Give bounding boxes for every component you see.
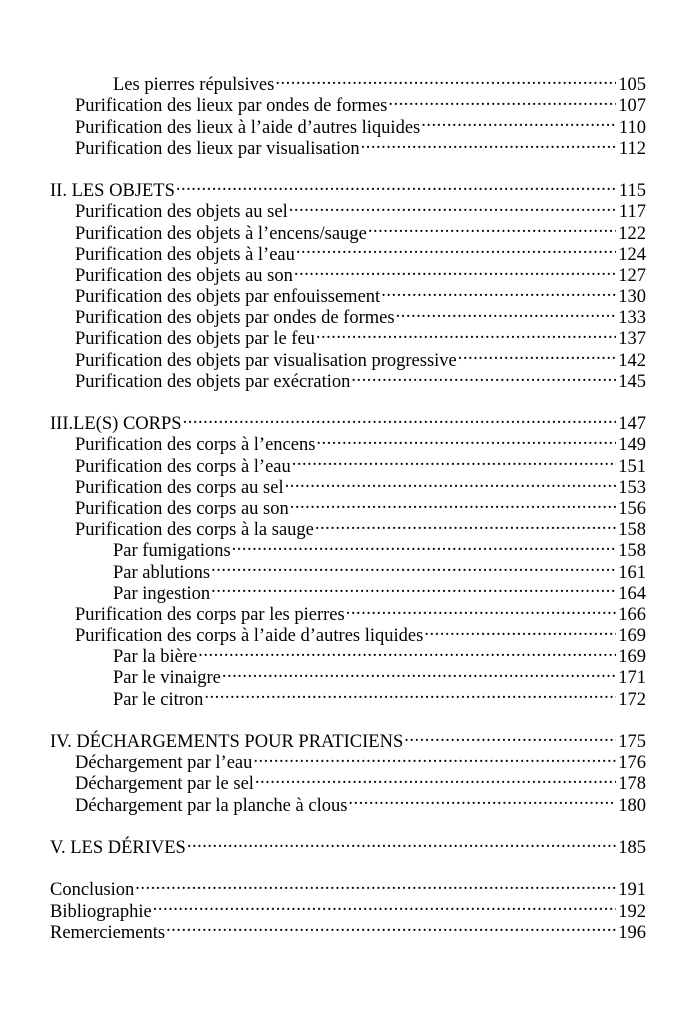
- toc-section-entry[interactable]: [50, 895, 646, 922]
- toc-entry-page-number: 151: [618, 456, 646, 477]
- toc-entry-page-number: 169: [618, 626, 646, 647]
- toc-entry-page-number: 166: [618, 604, 646, 625]
- toc-entry-page-number: 147: [618, 414, 646, 435]
- dot-leader: [231, 535, 617, 556]
- toc-entry-page-number: 117: [618, 202, 646, 223]
- toc-entry-label: Purification des corps à l’encens: [75, 435, 316, 456]
- dot-leader: [284, 472, 617, 493]
- dot-leader: [293, 260, 616, 281]
- toc-entry-label: Déchargement par le sel: [75, 774, 254, 795]
- toc-entry-page-number: 171: [618, 668, 646, 689]
- dot-leader: [152, 895, 617, 916]
- toc-subentry[interactable]: [50, 69, 646, 96]
- toc-entry-page-number: 169: [618, 647, 646, 668]
- toc-entry-label: Purification des objets par visualisation progressive: [75, 350, 457, 371]
- toc-entry-label: Conclusion: [50, 880, 135, 901]
- toc-entry-page-number: 130: [618, 287, 646, 308]
- toc-entry-label: Purification des objets au son: [75, 265, 293, 286]
- toc-entry-page-number: 145: [618, 371, 646, 392]
- dot-leader: [367, 217, 616, 238]
- toc-entry-label: Par le citron: [113, 689, 204, 710]
- toc-entry-label: Déchargement par la planche à clous: [75, 795, 348, 816]
- toc-entry-page-number: 137: [618, 329, 646, 350]
- dot-leader: [289, 493, 617, 514]
- toc-entry-page-number: 142: [618, 350, 646, 371]
- toc-entry-label: Purification des lieux par ondes de formes: [75, 96, 388, 117]
- dot-leader: [182, 408, 617, 429]
- dot-leader: [345, 599, 617, 620]
- dot-leader: [134, 874, 616, 895]
- toc-entry-page-number: 149: [618, 435, 646, 456]
- toc-entry-page-number: 107: [618, 96, 646, 117]
- toc-entry-page-number: 127: [618, 265, 646, 286]
- toc-entry-label: Par ingestion: [113, 583, 211, 604]
- toc-entry-page-number: 153: [618, 477, 646, 498]
- toc-entry-page-number: 158: [618, 541, 646, 562]
- toc-entry-page-number: 196: [618, 922, 646, 943]
- toc-entry-page-number: 158: [618, 520, 646, 541]
- toc-section-entry[interactable]: [50, 175, 646, 202]
- toc-entry-label: Purification des corps à la sauge: [75, 520, 314, 541]
- toc-entry-page-number: 110: [618, 117, 646, 138]
- toc-entry-label: Purification des objets à l’encens/sauge: [75, 223, 367, 244]
- toc-entry-label: V. LES DÉRIVES: [50, 837, 186, 858]
- toc-entry-page-number: 175: [618, 732, 646, 752]
- toc-section-entry[interactable]: [50, 726, 646, 752]
- dot-leader: [254, 768, 616, 789]
- dot-leader: [423, 620, 616, 641]
- dot-leader: [186, 832, 616, 853]
- toc-entry-label: Purification des corps à l’aide d’autres liquides: [75, 626, 424, 647]
- toc-entry-page-number: 191: [618, 880, 646, 901]
- dot-leader: [315, 429, 616, 450]
- toc-entry-page-number: 192: [618, 901, 646, 922]
- toc-entry-page-number: 112: [618, 138, 646, 159]
- dot-leader: [210, 578, 616, 599]
- toc-section-entry[interactable]: [50, 408, 646, 435]
- toc-entry-page-number: 115: [618, 181, 646, 202]
- dot-leader: [252, 747, 616, 768]
- dot-leader: [291, 450, 616, 471]
- toc-entry-label: Purification des corps au son: [75, 498, 289, 519]
- dot-leader: [203, 683, 616, 704]
- toc-section-entry[interactable]: [50, 874, 646, 901]
- dot-leader: [295, 239, 616, 260]
- toc-entry-label: Déchargement par l’eau: [75, 753, 253, 774]
- toc-entry-label: Purification des corps par les pierres: [75, 604, 345, 625]
- toc-entry-page-number: 164: [618, 583, 646, 604]
- toc-entry-page-number: 156: [618, 498, 646, 519]
- toc-entry-label: Purification des lieux par visualisation: [75, 138, 360, 159]
- toc-entry-page-number: 185: [618, 837, 646, 858]
- toc-section-entry[interactable]: [50, 832, 646, 858]
- dot-leader: [197, 641, 616, 662]
- toc-entry-page-number: 124: [618, 244, 646, 265]
- dot-leader: [315, 323, 616, 344]
- dot-leader: [274, 69, 616, 90]
- toc-entry-label: Purification des objets à l’eau: [75, 244, 295, 265]
- toc-entry-label: Par ablutions: [113, 562, 211, 583]
- toc-entry-label: Purification des objets par le feu: [75, 329, 315, 350]
- toc-entry-label: Purification des lieux à l’aide d’autres liquides: [75, 117, 421, 138]
- dot-leader: [165, 917, 616, 938]
- toc-entry-page-number: 172: [618, 689, 646, 710]
- dot-leader: [380, 281, 616, 302]
- dot-leader: [221, 662, 616, 683]
- dot-leader: [288, 196, 617, 217]
- toc-entry-label: IV. DÉCHARGEMENTS POUR PRATICIENS: [50, 732, 404, 752]
- toc-entry-page-number: 178: [618, 774, 646, 795]
- dot-leader: [420, 111, 617, 132]
- toc-entry-label: Par le vinaigre: [113, 668, 221, 689]
- dot-leader: [350, 366, 616, 387]
- dot-leader: [403, 726, 616, 747]
- toc-entry-page-number: 180: [618, 795, 646, 816]
- toc-entry-label: Purification des objets par ondes de formes: [75, 308, 395, 329]
- dot-leader: [395, 302, 617, 323]
- toc-entry-page-number: 122: [618, 223, 646, 244]
- toc-entry-label: Purification des corps à l’eau: [75, 456, 291, 477]
- dot-leader: [210, 556, 616, 577]
- toc-entry-page-number: 161: [618, 562, 646, 583]
- toc-entry-label: Purification des objets par exécration: [75, 371, 351, 392]
- toc-entry-label: Purification des objets par enfouissement: [75, 287, 381, 308]
- dot-leader: [347, 789, 616, 810]
- dot-leader: [457, 344, 617, 365]
- dot-leader: [314, 514, 616, 535]
- table-of-contents: [50, 69, 646, 943]
- toc-entry-label: Purification des objets au sel: [75, 202, 288, 223]
- toc-entry-label: Remerciements: [50, 922, 166, 943]
- toc-entry-label: II. LES OBJETS: [50, 181, 175, 202]
- toc-entry-label: Les pierres répulsives: [113, 75, 275, 96]
- toc-entry-page-number: 105: [618, 75, 646, 96]
- toc-entry-page-number: 176: [618, 753, 646, 774]
- dot-leader: [175, 175, 617, 196]
- toc-entry-page-number: 133: [618, 308, 646, 329]
- toc-entry-label: Purification des corps au sel: [75, 477, 284, 498]
- dot-leader: [387, 90, 616, 111]
- dot-leader: [360, 133, 617, 154]
- toc-entry-label: Par la bière: [113, 647, 198, 668]
- toc-entry-label: III.LE(S) CORPS: [50, 414, 182, 435]
- toc-entry-label: Bibliographie: [50, 901, 152, 922]
- toc-entry-label: Par fumigations: [113, 541, 231, 562]
